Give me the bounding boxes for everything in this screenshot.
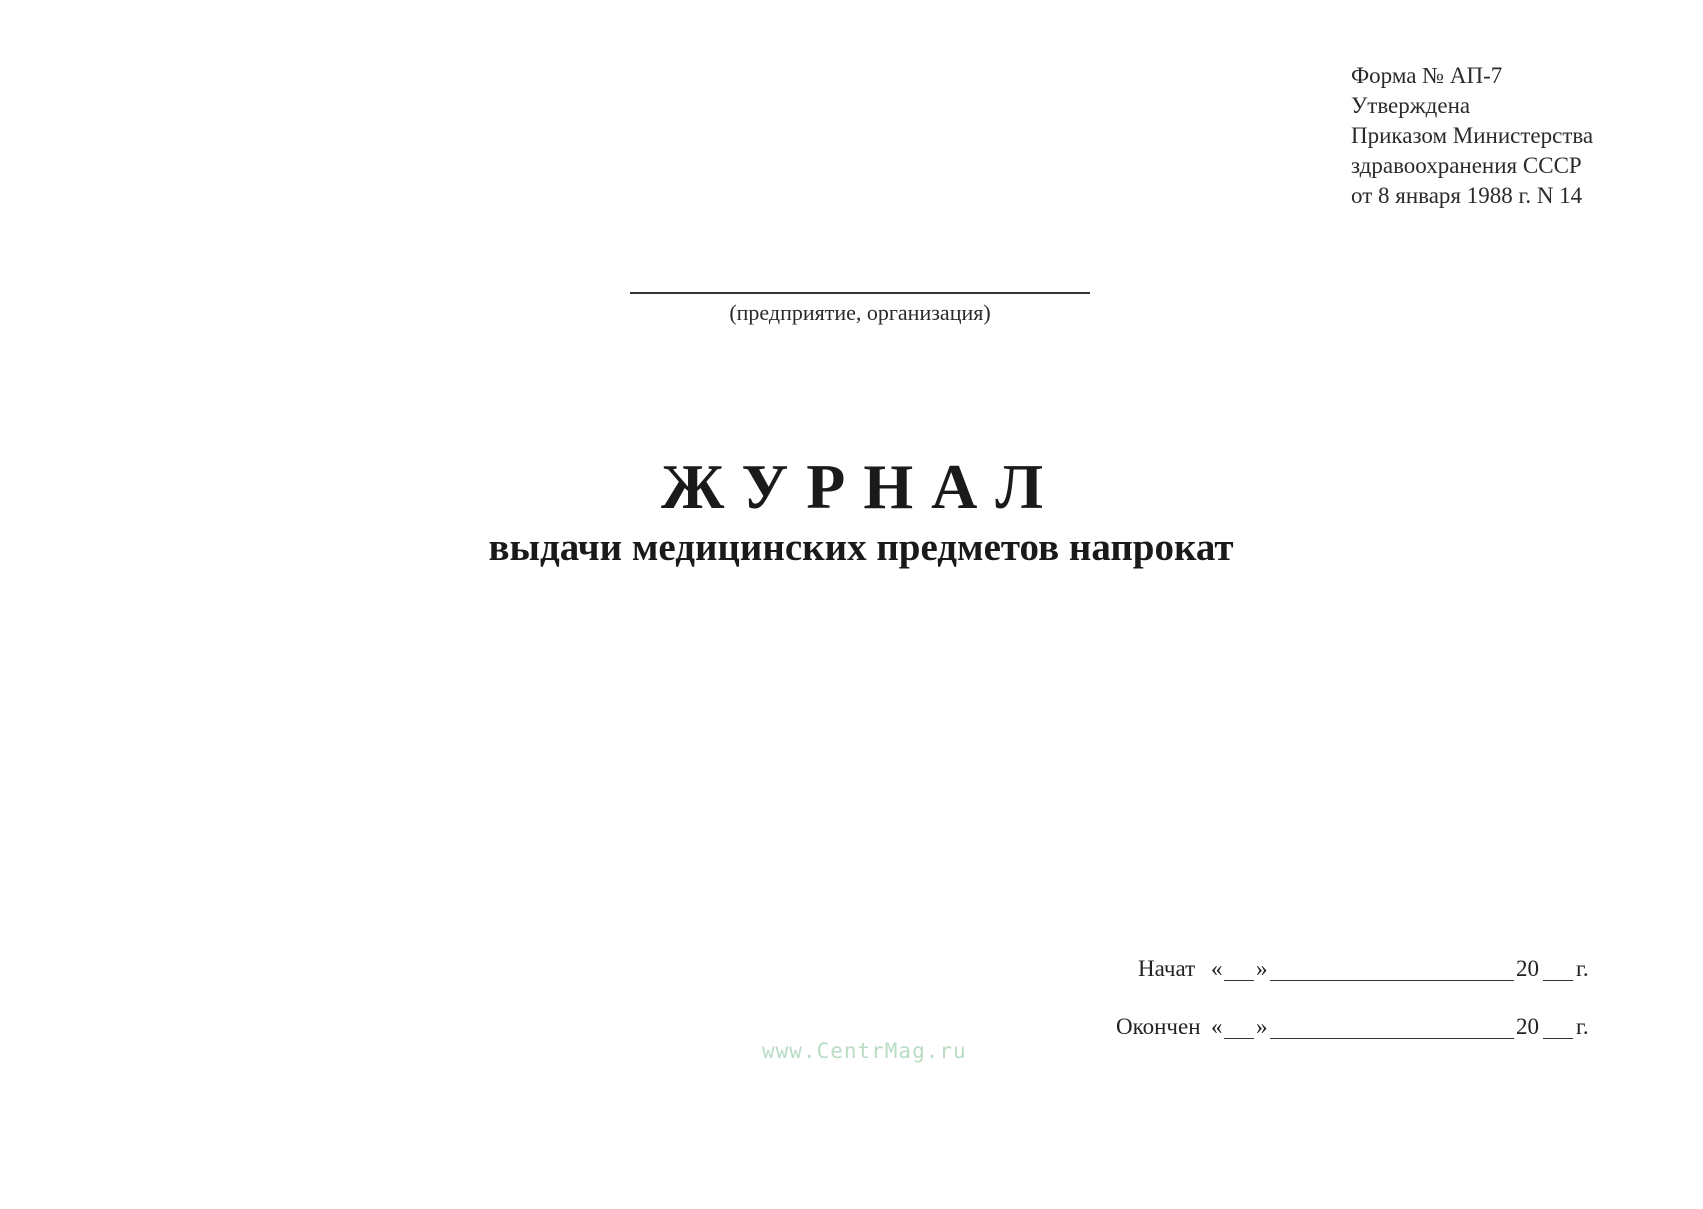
end-year-prefix: 20 [1516, 1014, 1539, 1039]
journal-subtitle: выдачи медицинских предметов напрокат [488, 526, 1234, 569]
approval-ministry-line: здравоохранения СССР [1351, 153, 1582, 178]
approval-date-line: от 8 января 1988 г. N 14 [1351, 183, 1583, 208]
approval-line: Утверждена [1351, 93, 1471, 118]
start-date-label: Начат [1138, 956, 1196, 981]
end-month-blank [1270, 1016, 1514, 1039]
end-day-blank [1224, 1016, 1254, 1039]
start-year-suffix: г. [1576, 956, 1589, 981]
site-watermark: www.CentrMag.ru [762, 1039, 967, 1063]
approval-order-line: Приказом Министерства [1351, 123, 1594, 148]
start-month-blank [1270, 958, 1514, 981]
end-year-suffix: г. [1576, 1014, 1589, 1039]
end-open-quote: « [1211, 1014, 1223, 1039]
form-number: Форма № АП-7 [1351, 63, 1503, 88]
end-date-label: Окончен [1116, 1014, 1201, 1039]
start-open-quote: « [1211, 956, 1223, 981]
end-close-quote: » [1256, 1014, 1268, 1039]
start-close-quote: » [1256, 956, 1268, 981]
start-year-blank [1543, 958, 1573, 981]
start-day-blank [1224, 958, 1254, 981]
form-approval-block [1351, 61, 1593, 211]
organization-caption: (предприятие, организация) [729, 300, 991, 325]
end-year-blank [1543, 1016, 1573, 1039]
journal-title: ЖУРНАЛ [660, 451, 1062, 522]
organization-blank-line [630, 292, 1090, 294]
start-year-prefix: 20 [1516, 956, 1539, 981]
